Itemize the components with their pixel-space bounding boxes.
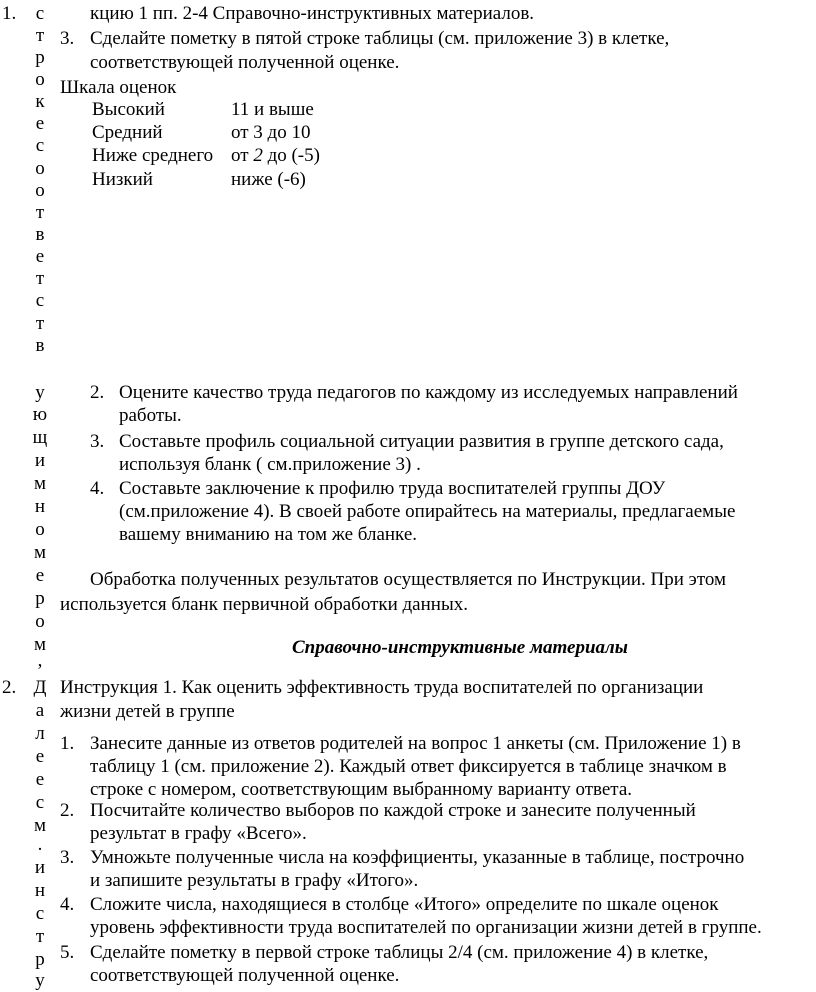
vertical-char: т (35, 202, 45, 223)
scale-range: от 3 до 10 (231, 122, 311, 143)
vertical-char: м (33, 473, 47, 494)
step-5-line-1: Сделайте пометку в первой строке таблицы 2/4 (см. приложение 4) в клетке, (90, 942, 709, 963)
task-2-number: 2. (90, 382, 105, 403)
vertical-char: р (35, 588, 45, 609)
vertical-char: в (35, 224, 45, 245)
task-4-number: 4. (90, 478, 105, 499)
step-2-line-1: Посчитайте количество выборов по каждой строке и занесите полученный (90, 800, 696, 821)
step-3-line-2: и запишите результаты в графу «Итого». (90, 870, 419, 891)
vertical-char: м (33, 542, 47, 563)
task-4-line-3: вашему вниманию на том же бланке. (119, 524, 417, 545)
vertical-char: и (34, 857, 46, 878)
vertical-char: у (35, 970, 45, 991)
vertical-char: е (35, 769, 45, 790)
vertical-char: м (33, 815, 47, 836)
task-4-line-2: (см.приложение 4). В своей работе опирайтесь на материалы, предлагаемые (119, 501, 736, 522)
processing-line-2: используется бланк первичной обработки данных. (60, 594, 468, 615)
vertical-char: т (35, 25, 45, 46)
step-4-line-1: Сложите числа, находящиеся в столбце «Итого» определите по шкале оценок (90, 894, 719, 915)
vertical-char: у (35, 382, 45, 403)
step-5-line-2: соответствующей полученной оценке. (90, 965, 400, 986)
step-3-number: 3. (60, 847, 75, 868)
step-3-line-1: Умножьте полученные числа на коэффициенты, указанные в таблице, построчно (90, 847, 745, 868)
vertical-char: р (35, 949, 45, 970)
step-2-number: 2. (60, 800, 75, 821)
vertical-char: с (35, 903, 45, 924)
vertical-char: е (35, 565, 45, 586)
vertical-char: р (35, 47, 45, 68)
scale-level: Ниже среднего (92, 145, 214, 166)
vertical-char: о (35, 180, 45, 201)
section-heading: Справочно-инструктивные материалы (292, 637, 628, 658)
scale-range: от 2 до (-5) (231, 145, 320, 166)
task-3-number: 3. (90, 431, 105, 452)
item-3-line-2: соответствующей полученной оценке. (90, 52, 400, 73)
vertical-char: е (35, 246, 45, 267)
scale-range: ниже (-6) (231, 169, 306, 190)
step-2-line-2: результат в графу «Всего». (90, 823, 307, 844)
vertical-char: е (35, 113, 45, 134)
processing-line-1: Обработка полученных результатов осуществляется по Инструкции. При этом (90, 569, 727, 590)
item-3-line-1: Сделайте пометку в пятой строке таблицы (см. приложение 3) в клетке, (90, 28, 670, 49)
vertical-char: о (35, 611, 45, 632)
list-marker-2: 2. (2, 677, 17, 698)
step-1-number: 1. (60, 733, 75, 754)
step-4-line-2: уровень эффективности труда воспитателей по организации жизни детей в группе. (90, 917, 762, 938)
vertical-char: т (35, 926, 45, 947)
step-1-line-2: таблицу 1 (см. приложение 2). Каждый ответ фиксируется в таблице значком в (90, 756, 727, 777)
continuation-text: кцию 1 пп. 2-4 Справочно-инструктивных материалов. (90, 3, 535, 24)
scale-level: Высокий (92, 99, 165, 120)
step-1-line-3: строке с номером, соответствующим выбранному варианту ответа. (90, 779, 633, 800)
vertical-char: с (35, 3, 45, 24)
vertical-char: т (35, 268, 45, 289)
vertical-char: м (33, 634, 47, 655)
vertical-char: ю (32, 404, 48, 425)
vertical-char: е (35, 746, 45, 767)
vertical-char: с (35, 792, 45, 813)
step-1-line-1: Занесите данные из ответов родителей на вопрос 1 анкеты (см. Приложение 1) в (90, 733, 741, 754)
task-2-line-1: Оцените качество труда педагогов по каждому из исследуемых направлений (119, 382, 738, 403)
vertical-char: а (35, 700, 45, 721)
vertical-char: в (35, 335, 45, 356)
vertical-char: . (37, 834, 43, 855)
task-3-line-1: Составьте профиль социальной ситуации развития в группе детского сада, (119, 431, 724, 452)
vertical-char: т (35, 313, 45, 334)
vertical-char: с (35, 135, 45, 156)
vertical-char: Д (33, 677, 47, 698)
task-4-line-1: Составьте заключение к профилю труда воспитателей группы ДОУ (119, 478, 666, 499)
vertical-char: о (35, 69, 45, 90)
task-3-line-2: используя бланк ( см.приложение 3) . (119, 454, 421, 475)
vertical-char: н (34, 880, 46, 901)
vertical-char: щ (32, 427, 48, 448)
scale-level: Средний (92, 122, 163, 143)
step-4-number: 4. (60, 894, 75, 915)
list-marker-1: 1. (2, 3, 17, 24)
step-5-number: 5. (60, 942, 75, 963)
item-3-number: 3. (60, 28, 75, 49)
vertical-char: о (35, 519, 45, 540)
vertical-char: л (35, 723, 45, 744)
vertical-char: о (35, 158, 45, 179)
instruction-title-line-1: Инструкция 1. Как оценить эффективность труда воспитателей по организации (60, 677, 704, 698)
scale-range: 11 и выше (231, 99, 314, 120)
scale-level: Низкий (92, 169, 153, 190)
vertical-char: н (34, 496, 46, 517)
task-2-line-2: работы. (119, 405, 182, 426)
instruction-title-line-2: жизни детей в группе (60, 701, 235, 722)
vertical-char: и (34, 450, 46, 471)
scale-title: Шкала оценок (60, 77, 177, 98)
vertical-char: , (37, 650, 43, 671)
vertical-char: к (35, 91, 45, 112)
vertical-char: с (35, 290, 45, 311)
